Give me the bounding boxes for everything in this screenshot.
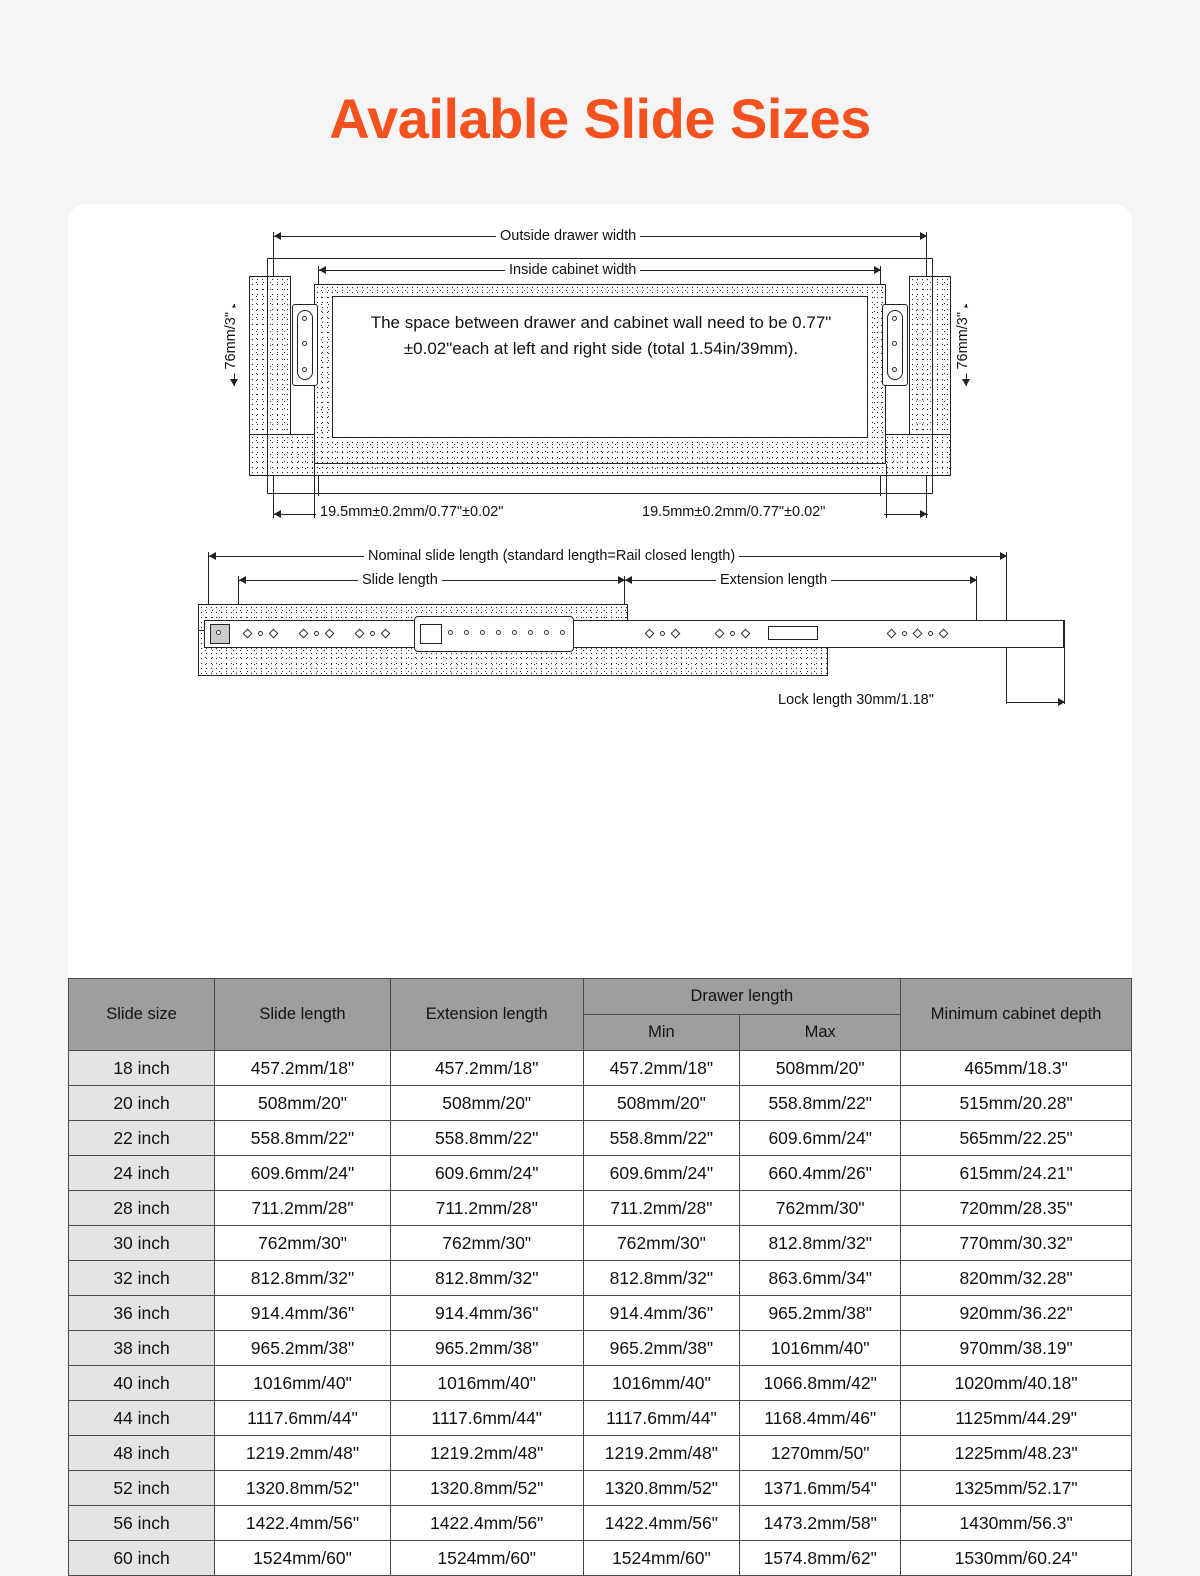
cell-cabinet-depth: 1325mm/52.17"	[901, 1471, 1132, 1506]
lock-length-tick-b	[1064, 648, 1065, 704]
slide-right-hole-1	[892, 316, 897, 321]
rail-dot	[370, 631, 375, 636]
cell-drawer-min: 1422.4mm/56"	[583, 1506, 740, 1541]
cell-cabinet-depth: 615mm/24.21"	[901, 1156, 1132, 1191]
cell-slide-length: 812.8mm/32"	[215, 1261, 391, 1296]
slide-length-label: Slide length	[358, 572, 442, 588]
cell-drawer-max: 1066.8mm/42"	[740, 1366, 901, 1401]
header-slide-length: Slide length	[215, 979, 391, 1051]
drawer-clearance-diagram	[68, 204, 1132, 544]
cell-extension-length: 609.6mm/24"	[390, 1156, 583, 1191]
cell-drawer-max: 508mm/20"	[740, 1051, 901, 1086]
cell-drawer-min: 558.8mm/22"	[583, 1121, 740, 1156]
cell-extension-length: 812.8mm/32"	[390, 1261, 583, 1296]
slide-length-arrow-left	[239, 576, 246, 584]
table-row	[69, 1051, 1132, 1086]
cell-slide-size: 38 inch	[69, 1331, 215, 1366]
cell-drawer-max: 660.4mm/26"	[740, 1156, 901, 1191]
cell-cabinet-depth: 565mm/22.25"	[901, 1121, 1132, 1156]
nominal-slide-length-label: Nominal slide length (standard length=Rail closed length)	[364, 548, 739, 564]
cell-drawer-max: 1574.8mm/62"	[740, 1541, 901, 1576]
lock-dot	[560, 630, 565, 635]
inside-cabinet-width-label: Inside cabinet width	[505, 262, 640, 278]
lock-length-arrow	[1058, 698, 1065, 706]
cell-slide-size: 32 inch	[69, 1261, 215, 1296]
cell-extension-length: 1320.8mm/52"	[390, 1471, 583, 1506]
cell-drawer-max: 558.8mm/22"	[740, 1086, 901, 1121]
slide-right-hole-2	[892, 341, 897, 346]
rail-dot	[314, 631, 319, 636]
cell-drawer-min: 1524mm/60"	[583, 1541, 740, 1576]
table-header-row-1	[69, 979, 1132, 1015]
cell-slide-length: 508mm/20"	[215, 1086, 391, 1121]
cell-slide-length: 558.8mm/22"	[215, 1121, 391, 1156]
cell-extension-length: 1422.4mm/56"	[390, 1506, 583, 1541]
cell-cabinet-depth: 1125mm/44.29"	[901, 1401, 1132, 1436]
lock-dot	[512, 630, 517, 635]
cell-drawer-min: 711.2mm/28"	[583, 1191, 740, 1226]
cell-cabinet-depth: 770mm/30.32"	[901, 1226, 1132, 1261]
cell-extension-length: 1219.2mm/48"	[390, 1436, 583, 1471]
cell-slide-length: 1320.8mm/52"	[215, 1471, 391, 1506]
cell-cabinet-depth: 515mm/20.28"	[901, 1086, 1132, 1121]
slide-left-hole-2	[302, 341, 307, 346]
left-height-label: 76mm/3"	[223, 308, 239, 374]
cell-drawer-max: 1270mm/50"	[740, 1436, 901, 1471]
cell-slide-size: 36 inch	[69, 1296, 215, 1331]
cell-drawer-max: 1168.4mm/46"	[740, 1401, 901, 1436]
cell-drawer-min: 914.4mm/36"	[583, 1296, 740, 1331]
rail-dot	[258, 631, 263, 636]
rail-dot	[730, 631, 735, 636]
cell-drawer-min: 457.2mm/18"	[583, 1051, 740, 1086]
header-drawer-max: Max	[740, 1015, 901, 1051]
cell-slide-length: 1219.2mm/48"	[215, 1436, 391, 1471]
cell-cabinet-depth: 720mm/28.35"	[901, 1191, 1132, 1226]
cell-slide-length: 965.2mm/38"	[215, 1331, 391, 1366]
gap-right-label: 19.5mm±0.2mm/0.77"±0.02"	[638, 504, 829, 520]
table-row	[69, 1226, 1132, 1261]
cell-drawer-max: 1371.6mm/54"	[740, 1471, 901, 1506]
gap-right-arrow	[920, 510, 927, 518]
cell-drawer-max: 863.6mm/34"	[740, 1261, 901, 1296]
cell-slide-length: 711.2mm/28"	[215, 1191, 391, 1226]
table-row	[69, 1366, 1132, 1401]
cell-drawer-min: 1219.2mm/48"	[583, 1436, 740, 1471]
cell-cabinet-depth: 1430mm/56.3"	[901, 1506, 1132, 1541]
slide-left-hole-3	[302, 367, 307, 372]
cell-slide-length: 1016mm/40"	[215, 1366, 391, 1401]
cell-slide-length: 914.4mm/36"	[215, 1296, 391, 1331]
cell-drawer-min: 609.6mm/24"	[583, 1156, 740, 1191]
cell-slide-size: 22 inch	[69, 1121, 215, 1156]
gap-left-arrow	[274, 510, 281, 518]
cell-drawer-min: 1117.6mm/44"	[583, 1401, 740, 1436]
outside-drawer-width-label: Outside drawer width	[496, 228, 640, 244]
table-row	[69, 1506, 1132, 1541]
outside-width-arrow-left	[274, 232, 281, 240]
lock-dot	[448, 630, 453, 635]
extension-length-label: Extension length	[716, 572, 831, 588]
lock-dot	[480, 630, 485, 635]
cell-cabinet-depth: 970mm/38.19"	[901, 1331, 1132, 1366]
cell-slide-length: 1117.6mm/44"	[215, 1401, 391, 1436]
table-row	[69, 1436, 1132, 1471]
cell-drawer-min: 965.2mm/38"	[583, 1331, 740, 1366]
table-head	[69, 979, 1132, 1051]
gap-left-tick-b	[314, 464, 315, 518]
slide-length-diagram	[68, 534, 1132, 759]
cell-extension-length: 762mm/30"	[390, 1226, 583, 1261]
cell-extension-length: 508mm/20"	[390, 1086, 583, 1121]
cell-drawer-max: 965.2mm/38"	[740, 1296, 901, 1331]
table-row	[69, 1331, 1132, 1366]
right-height-label: 76mm/3"	[955, 308, 971, 374]
lock-dot	[464, 630, 469, 635]
table-row	[69, 1296, 1132, 1331]
cell-extension-length: 1524mm/60"	[390, 1541, 583, 1576]
table-body	[69, 1051, 1132, 1576]
cell-extension-length: 558.8mm/22"	[390, 1121, 583, 1156]
cell-drawer-max: 1473.2mm/58"	[740, 1506, 901, 1541]
cell-extension-length: 457.2mm/18"	[390, 1051, 583, 1086]
nominal-arrow-left	[209, 552, 216, 560]
cell-extension-length: 711.2mm/28"	[390, 1191, 583, 1226]
header-drawer-length: Drawer length	[583, 979, 901, 1015]
lock-lever	[420, 624, 442, 644]
rail-dot	[902, 631, 907, 636]
slide-right-hole-3	[892, 367, 897, 372]
header-extension-length: Extension length	[390, 979, 583, 1051]
gap-left-label: 19.5mm±0.2mm/0.77"±0.02"	[316, 504, 507, 520]
cell-slide-size: 56 inch	[69, 1506, 215, 1541]
cell-drawer-min: 812.8mm/32"	[583, 1261, 740, 1296]
cell-cabinet-depth: 465mm/18.3"	[901, 1051, 1132, 1086]
outside-width-arrow-right	[920, 232, 927, 240]
cell-slide-length: 1524mm/60"	[215, 1541, 391, 1576]
cell-slide-length: 457.2mm/18"	[215, 1051, 391, 1086]
slide-left-hole-1	[302, 316, 307, 321]
page-title: Available Slide Sizes	[329, 87, 871, 150]
lock-dot	[544, 630, 549, 635]
cell-slide-size: 18 inch	[69, 1051, 215, 1086]
lock-length-tick-a	[1006, 648, 1007, 704]
lock-length-label: Lock length 30mm/1.18"	[774, 692, 938, 708]
extension-arrow-left	[625, 576, 632, 584]
cell-cabinet-depth: 920mm/36.22"	[901, 1296, 1132, 1331]
extension-arrow-right	[970, 576, 977, 584]
cell-cabinet-depth: 1225mm/48.23"	[901, 1436, 1132, 1471]
table-row	[69, 1401, 1132, 1436]
gap-right-tick-a	[886, 464, 887, 518]
cell-drawer-max: 762mm/30"	[740, 1191, 901, 1226]
cell-slide-size: 60 inch	[69, 1541, 215, 1576]
rail-slot	[768, 626, 818, 640]
cell-slide-size: 52 inch	[69, 1471, 215, 1506]
nominal-right-tick	[1006, 552, 1007, 622]
cell-extension-length: 1117.6mm/44"	[390, 1401, 583, 1436]
left-height-arrow-down	[230, 379, 238, 386]
nominal-arrow-right	[1000, 552, 1007, 560]
lock-dot	[496, 630, 501, 635]
table-row	[69, 1156, 1132, 1191]
lock-length-dim-line	[1006, 702, 1064, 703]
cell-slide-size: 30 inch	[69, 1226, 215, 1261]
cell-slide-size: 40 inch	[69, 1366, 215, 1401]
cell-cabinet-depth: 1020mm/40.18"	[901, 1366, 1132, 1401]
right-height-arrow-down	[962, 379, 970, 386]
cell-drawer-min: 1320.8mm/52"	[583, 1471, 740, 1506]
table-row	[69, 1471, 1132, 1506]
cell-cabinet-depth: 1530mm/60.24"	[901, 1541, 1132, 1576]
header-slide-size: Slide size	[69, 979, 215, 1051]
cell-extension-length: 965.2mm/38"	[390, 1331, 583, 1366]
cell-extension-length: 914.4mm/36"	[390, 1296, 583, 1331]
lock-dot	[528, 630, 533, 635]
rail-dot	[928, 631, 933, 636]
cell-slide-size: 28 inch	[69, 1191, 215, 1226]
cell-drawer-max: 1016mm/40"	[740, 1331, 901, 1366]
header-drawer-min: Min	[583, 1015, 740, 1051]
cell-drawer-min: 762mm/30"	[583, 1226, 740, 1261]
table-row	[69, 1191, 1132, 1226]
cell-slide-size: 44 inch	[69, 1401, 215, 1436]
cell-drawer-min: 508mm/20"	[583, 1086, 740, 1121]
cell-slide-size: 24 inch	[69, 1156, 215, 1191]
cell-cabinet-depth: 820mm/32.28"	[901, 1261, 1132, 1296]
cell-extension-length: 1016mm/40"	[390, 1366, 583, 1401]
clearance-note: The space between drawer and cabinet wall need to be 0.77" ±0.02"each at left and right side (total 1.54in/39mm).	[370, 313, 832, 358]
cell-slide-size: 20 inch	[69, 1086, 215, 1121]
cell-slide-length: 1422.4mm/56"	[215, 1506, 391, 1541]
rail-dot	[660, 631, 665, 636]
table-row	[69, 1121, 1132, 1156]
rail-end-hole	[216, 630, 221, 635]
cell-slide-length: 762mm/30"	[215, 1226, 391, 1261]
table-row	[69, 1541, 1132, 1576]
slide-sizes-table	[68, 978, 1132, 1576]
cell-drawer-max: 812.8mm/32"	[740, 1226, 901, 1261]
cell-drawer-min: 1016mm/40"	[583, 1366, 740, 1401]
rail-break	[1064, 620, 1065, 648]
cell-slide-length: 609.6mm/24"	[215, 1156, 391, 1191]
header-min-cabinet-depth: Minimum cabinet depth	[901, 979, 1132, 1051]
table-row	[69, 1261, 1132, 1296]
cell-slide-size: 48 inch	[69, 1436, 215, 1471]
cell-drawer-max: 609.6mm/24"	[740, 1121, 901, 1156]
table-row	[69, 1086, 1132, 1121]
